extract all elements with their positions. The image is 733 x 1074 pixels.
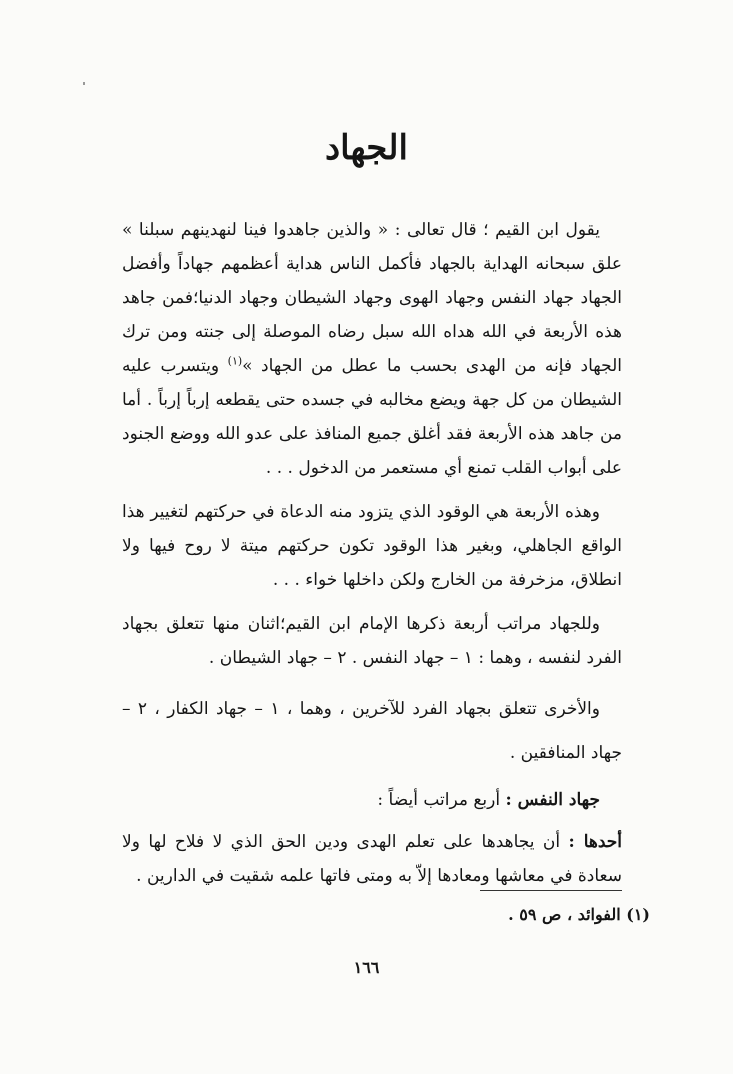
paragraph-ranks: وللجهاد مراتب أربعة ذكرها الإمام ابن القيم؛اثنان منها تتعلق بجهاد الفرد لنفسه ، وهما : ١ – جهاد النفس . ٢ – جهاد الشيطان . xyxy=(122,614,622,668)
heading-first-rank: أحدها : xyxy=(568,832,622,852)
scan-speck xyxy=(83,82,85,85)
body-text xyxy=(122,213,622,893)
paragraph-ibn-qayyim-quote xyxy=(122,213,622,485)
paragraph-first-rank-text: أن يجاهدها على تعلم الهدى ودين الحق الذي لا فلاح لها ولا سعادة في معاشها ومعادها إلاّ به ومتى فاتها علمه شقيت في الدارين . xyxy=(122,832,622,886)
paragraph-others: والأخرى تتعلق بجهاد الفرد للآخرين ، وهما ، ١ – جهاد الكفار ، ٢ – جهاد المنافقين . xyxy=(122,699,622,763)
footnote-marker: (١) xyxy=(227,354,243,368)
footnote-divider xyxy=(480,890,622,891)
page-number: ١٦٦ xyxy=(353,958,380,977)
paragraph-jihad-nafs-text: أربع مراتب أيضاً : xyxy=(377,790,506,810)
footnote: (١) الفوائد ، ص ٥٩ . xyxy=(508,905,650,924)
paragraph-jihad-nafs xyxy=(122,783,622,817)
paragraph-fuel: وهذه الأربعة هي الوقود الذي يتزود منه الدعاة في حركتهم لتغيير هذا الواقع الجاهلي، وبغير هذا الوقود تكون حركتهم ميتة لا روح فيها ولا انطلاق، مزخرفة من الخارج ولكن داخلها خواء . . . xyxy=(122,502,622,590)
paragraph-first-rank xyxy=(122,825,622,893)
paragraph-text-part2: ويتسرب عليه الشيطان من كل جهة ويضع مخالبه في جسده حتى يقطعه إرباً إرباً . أما من جاهد هذه الأربعة فقد أغلق جميع المنافذ على عدو الله ووضع الجنود على أبواب القلب تمنع أي مستعمر من الدخول . . . xyxy=(122,356,622,478)
paragraph-text-part1: يقول ابن القيم ؛ قال تعالى : « والذين جاهدوا فينا لنهدينهم سبلنا » علق سبحانه الهداية بالجهاد فأكمل الناس هداية أعظمهم جهاداً وأفضل الجهاد جهاد النفس وجهاد الهوى وجهاد الشيطان وجهاد الدنيا؛فمن جاهد هذه الأربعة في الله هداه الله سبل رضاه الموصلة إلى جنته ومن ترك الجهاد فإنه من الهدى بحسب ما عطل من الجهاد » xyxy=(122,220,622,376)
page-title: الجهاد xyxy=(325,128,408,168)
heading-jihad-nafs: جهاد النفس : xyxy=(505,790,600,810)
